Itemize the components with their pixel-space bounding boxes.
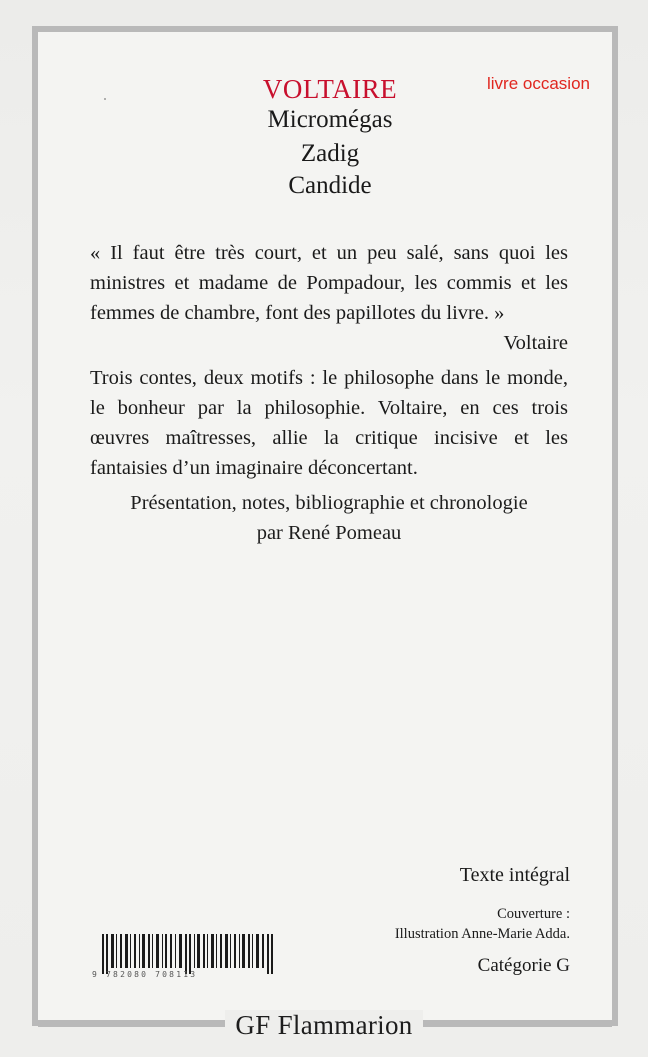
- author-name: VOLTAIRE: [262, 74, 398, 104]
- blurb-text: Trois contes, deux motifs : le philosophe dans le monde, le bonheur par la philosophie. Voltaire, en ces trois œuvres maîtresses, allie la critique incisive et les fantaisies d’un imaginaire déconcertant.: [90, 367, 568, 479]
- publisher-name: GF Flammarion: [225, 1010, 422, 1040]
- cover-label: Couverture :: [497, 906, 570, 922]
- credits: [90, 488, 568, 548]
- quote-signature: Voltaire: [503, 332, 568, 354]
- barcode: [92, 934, 280, 982]
- work-title-micromegas: Micromégas: [267, 106, 393, 133]
- work-title-zadig: Zadig: [300, 140, 360, 167]
- barcode-digits: 9 782080 708113: [92, 970, 198, 979]
- cover-illustrator: Illustration Anne-Marie Adda.: [394, 926, 570, 942]
- full-text-label: Texte intégral: [459, 864, 570, 886]
- credits-line-1: Présentation, notes, bibliographie et chronologie: [130, 492, 528, 514]
- credits-line-2: par René Pomeau: [256, 522, 402, 544]
- barcode-bars-icon: [102, 934, 278, 974]
- quote-block: [90, 238, 568, 358]
- quote-text: « Il faut être très court, et un peu salé, sans quoi les ministres et madame de Pompadour, les commis et les femmes de chambre, font des papillotes du livre. »: [90, 242, 568, 324]
- category-label: Catégorie G: [477, 955, 570, 976]
- publisher-name-wrap: [0, 1010, 648, 1041]
- cover-credit: [395, 904, 570, 944]
- used-book-stamp: livre occasion: [487, 74, 590, 93]
- work-title-candide: Candide: [288, 172, 372, 199]
